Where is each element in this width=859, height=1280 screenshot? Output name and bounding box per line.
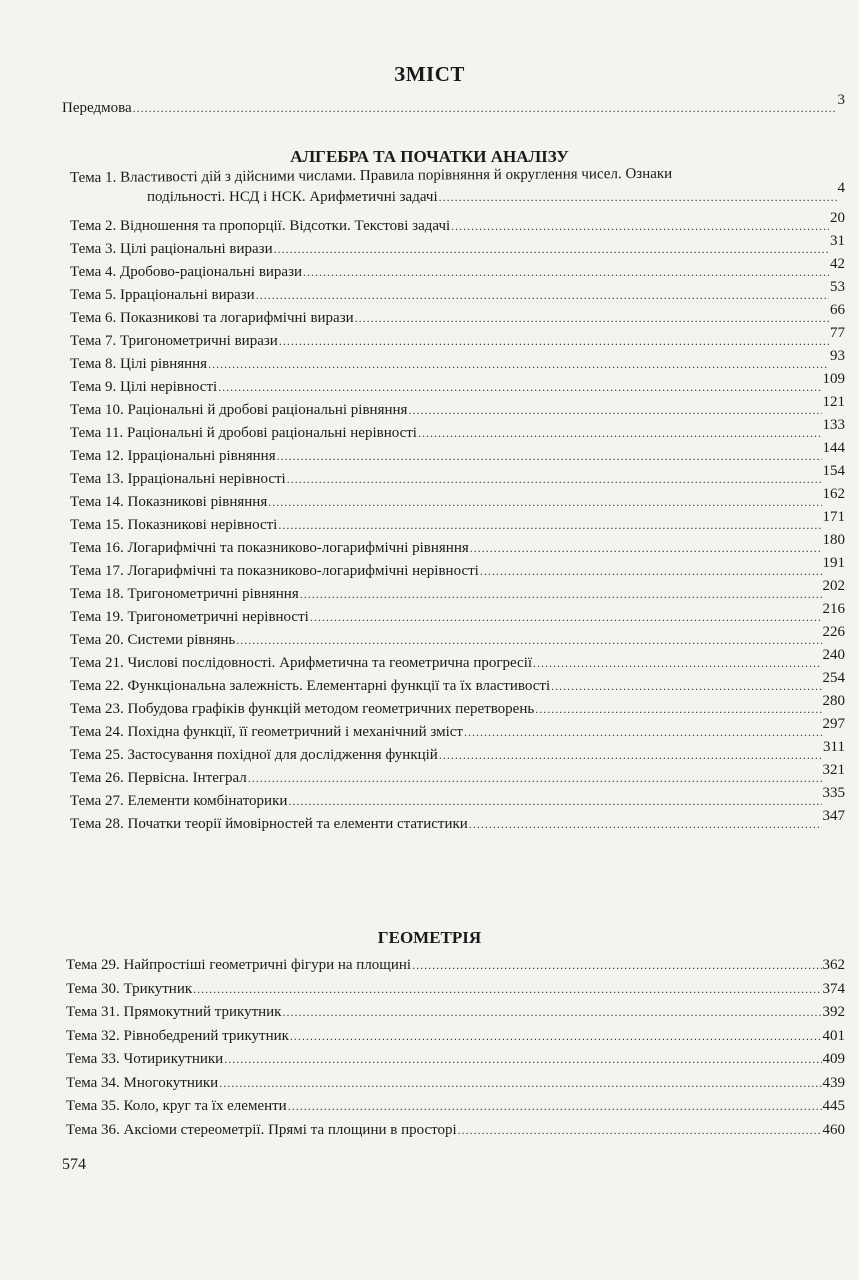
dot-leader [355, 311, 829, 326]
entry-page: 374 [822, 980, 845, 997]
entry-page: 362 [822, 957, 845, 973]
entry-label: Тема 4. Дробово-раціональні вирази [70, 264, 303, 280]
entry-page: 171 [822, 509, 845, 525]
dot-leader [256, 288, 829, 303]
dot-leader [480, 564, 822, 579]
toc-entry[interactable] [69, 165, 845, 206]
entry-label: Тема 15. Показникові нерівності [70, 517, 278, 533]
toc-entry[interactable] [70, 233, 845, 258]
entry-label: Тема 9. Цілі нерівності [70, 379, 218, 395]
entry-page: 121 [822, 394, 845, 410]
toc-entry[interactable] [70, 348, 845, 373]
entry-label: Тема 1. Властивості дій з дійсними числами. Правила порівняння й округлення чисел. Ознаки [69, 165, 673, 186]
entry-page: 445 [822, 1098, 845, 1114]
dot-leader [408, 403, 821, 418]
entry-page: 439 [822, 1074, 845, 1091]
entry-page: 191 [822, 555, 845, 571]
entry-label: Тема 20. Системи рівнянь [70, 632, 236, 648]
dot-leader [469, 817, 822, 832]
entry-label: Тема 30. Трикутник [66, 980, 193, 997]
dot-leader [274, 242, 829, 257]
toc-entry[interactable] [70, 785, 845, 810]
entry-page: 347 [822, 808, 845, 824]
dot-leader [535, 702, 821, 717]
entry-label: Тема 25. Застосування похідної для дослідження функцій [70, 747, 438, 763]
entry-page: 226 [822, 624, 845, 640]
entry-page: 77 [830, 325, 845, 341]
toc-entry[interactable] [70, 440, 845, 465]
dot-leader [279, 334, 829, 349]
toc-entry[interactable] [70, 647, 845, 672]
entry-label: Тема 34. Многокутники [66, 1074, 219, 1091]
dot-leader [277, 449, 822, 464]
toc-entry[interactable] [70, 417, 845, 442]
toc-entry[interactable] [66, 1004, 845, 1021]
toc-entry[interactable] [70, 693, 845, 718]
dot-leader [451, 219, 829, 234]
toc-entry[interactable] [70, 210, 845, 235]
entry-label-cont: подільності. НСД і НСК. Арифметичні задачі [147, 189, 438, 205]
entry-label: Тема 10. Раціональні й дробові раціональні рівняння [70, 402, 408, 418]
toc-entry[interactable] [70, 394, 845, 419]
entry-label: Тема 12. Ірраціональні рівняння [70, 448, 276, 464]
entry-page: 202 [822, 578, 845, 594]
toc-entry[interactable] [70, 509, 845, 534]
toc-entry[interactable] [66, 1028, 845, 1045]
section-title-geometry: ГЕОМЕТРІЯ [377, 928, 482, 947]
entry-label: Тема 13. Ірраціональні нерівності [70, 471, 286, 487]
toc-entry[interactable] [66, 1122, 845, 1139]
dot-leader [133, 101, 837, 116]
entry-page: 216 [822, 601, 845, 617]
entry-page: 20 [830, 210, 845, 226]
dot-leader [236, 633, 821, 648]
entry-label: Тема 5. Ірраціональні вирази [70, 287, 255, 303]
toc-entry[interactable] [66, 1051, 845, 1068]
entry-page: 66 [830, 302, 845, 318]
toc-entry[interactable] [70, 670, 845, 695]
entry-label: Тема 33. Чотирикутники [66, 1051, 224, 1067]
dot-leader [551, 679, 821, 694]
dot-leader [470, 541, 822, 556]
entry-page: 460 [822, 1121, 845, 1138]
entry-page: 144 [822, 440, 845, 456]
toc-entry[interactable] [70, 371, 845, 396]
dot-leader [439, 748, 822, 763]
toc-entry[interactable] [70, 578, 845, 603]
dot-leader [224, 1052, 821, 1067]
toc-entry[interactable] [70, 555, 845, 580]
entry-label: Тема 17. Логарифмічні та показниково-логарифмічні нерівності [70, 563, 479, 579]
entry-label: Передмова [62, 100, 132, 116]
toc-entry[interactable] [66, 1098, 845, 1115]
toc-entry-preface[interactable] [62, 92, 845, 117]
dot-leader [310, 610, 822, 625]
entry-label: Тема 6. Показникові та логарифмічні вирази [70, 310, 354, 326]
entry-label: Тема 23. Побудова графіків функцій методом геометричних перетворень [70, 701, 535, 717]
toc-entry[interactable] [70, 463, 845, 488]
entry-label: Тема 2. Відношення та пропорції. Відсотки. Текстові задачі [70, 218, 451, 234]
toc-entry[interactable] [66, 957, 845, 974]
dot-leader [208, 357, 829, 372]
entry-label: Тема 18. Тригонометричні рівняння [70, 586, 299, 602]
entry-label: Тема 16. Логарифмічні та показниково-логарифмічні рівняння [70, 540, 469, 556]
entry-label: Тема 22. Функціональна залежність. Елементарні функції та їх властивості [70, 678, 551, 694]
toc-entry[interactable] [70, 716, 845, 741]
page-number: 574 [62, 1156, 86, 1173]
entry-page: 154 [822, 463, 845, 479]
dot-leader [287, 472, 822, 487]
dot-leader [219, 1076, 821, 1091]
entry-page: 93 [830, 348, 845, 364]
entry-page: 42 [830, 256, 845, 272]
entry-label: Тема 35. Коло, круг та їх елементи [66, 1098, 287, 1114]
entry-label: Тема 32. Рівнобедрений трикутник [66, 1027, 289, 1044]
toc-entry[interactable] [70, 739, 845, 764]
dot-leader [303, 265, 829, 280]
entry-page: 254 [822, 670, 845, 686]
entry-label: Тема 24. Похідна функції, її геометричний і механічний зміст [70, 724, 463, 740]
toc-entry[interactable] [70, 624, 845, 649]
entry-label: Тема 8. Цілі рівняння [70, 356, 208, 372]
dot-leader [193, 982, 821, 997]
entry-page: 162 [822, 486, 845, 502]
dot-leader [300, 587, 822, 602]
entry-page: 133 [822, 417, 845, 433]
entry-page: 180 [822, 532, 845, 548]
entry-page: 4 [837, 180, 845, 196]
section-title-algebra: АЛГЕБРА ТА ПОЧАТКИ АНАЛІЗУ [290, 147, 569, 166]
entry-page: 280 [822, 693, 845, 709]
entry-page: 321 [822, 762, 845, 778]
entry-label: Тема 36. Аксіоми стереометрії. Прямі та площини в просторі [66, 1121, 457, 1138]
entry-page: 409 [822, 1051, 845, 1067]
entry-label: Тема 21. Числові послідовності. Арифметична та геометрична прогресії [70, 655, 533, 671]
toc-entry[interactable] [70, 302, 845, 327]
toc-entry[interactable] [70, 808, 845, 833]
toc-entry[interactable] [70, 256, 845, 281]
toc-entry[interactable] [70, 486, 845, 511]
entry-label: Тема 19. Тригонометричні нерівності [70, 609, 309, 625]
dot-leader [248, 771, 822, 786]
toc-entry[interactable] [70, 601, 845, 626]
dot-leader [288, 794, 821, 809]
toc-entry[interactable] [70, 532, 845, 557]
dot-leader [282, 1005, 821, 1020]
entry-page: 335 [822, 785, 845, 801]
dot-leader [278, 518, 821, 533]
entry-label: Тема 27. Елементи комбінаторики [70, 793, 288, 809]
dot-leader [533, 656, 821, 671]
entry-page: 401 [822, 1027, 845, 1044]
entry-label: Тема 3. Цілі раціональні вирази [70, 241, 273, 257]
dot-leader [464, 725, 822, 740]
toc-entry[interactable] [66, 981, 845, 998]
toc-entry[interactable] [66, 1075, 845, 1092]
dot-leader [218, 380, 821, 395]
entry-page: 297 [822, 716, 845, 732]
entry-label: Тема 11. Раціональні й дробові раціональні нерівності [70, 425, 417, 441]
entry-label: Тема 14. Показникові рівняння [70, 494, 268, 510]
entry-page: 311 [823, 739, 845, 755]
dot-leader [268, 495, 821, 510]
dot-leader [290, 1029, 822, 1044]
toc-entry[interactable] [70, 325, 845, 350]
entry-page: 3 [837, 92, 845, 108]
entry-label: Тема 28. Початки теорії ймовірностей та елементи статистики [70, 816, 468, 832]
page-title: ЗМІСТ [394, 62, 465, 86]
entry-label: Тема 29. Найпростіші геометричні фігури на площині [66, 957, 412, 973]
entry-label: Тема 31. Прямокутний трикутник [66, 1004, 282, 1020]
entry-page: 109 [822, 371, 845, 387]
entry-label: Тема 26. Первісна. Інтеграл [70, 770, 247, 786]
dot-leader [288, 1099, 822, 1114]
entry-page: 53 [830, 279, 845, 295]
toc-entry[interactable] [70, 279, 845, 304]
toc-entry[interactable] [70, 762, 845, 787]
dot-leader [458, 1123, 822, 1138]
entry-page: 240 [822, 647, 845, 663]
dot-leader [439, 190, 837, 205]
entry-label: Тема 7. Тригонометричні вирази [70, 333, 278, 349]
entry-page: 392 [822, 1004, 845, 1020]
dot-leader [412, 958, 821, 973]
entry-page: 31 [830, 233, 845, 249]
dot-leader [418, 426, 822, 441]
